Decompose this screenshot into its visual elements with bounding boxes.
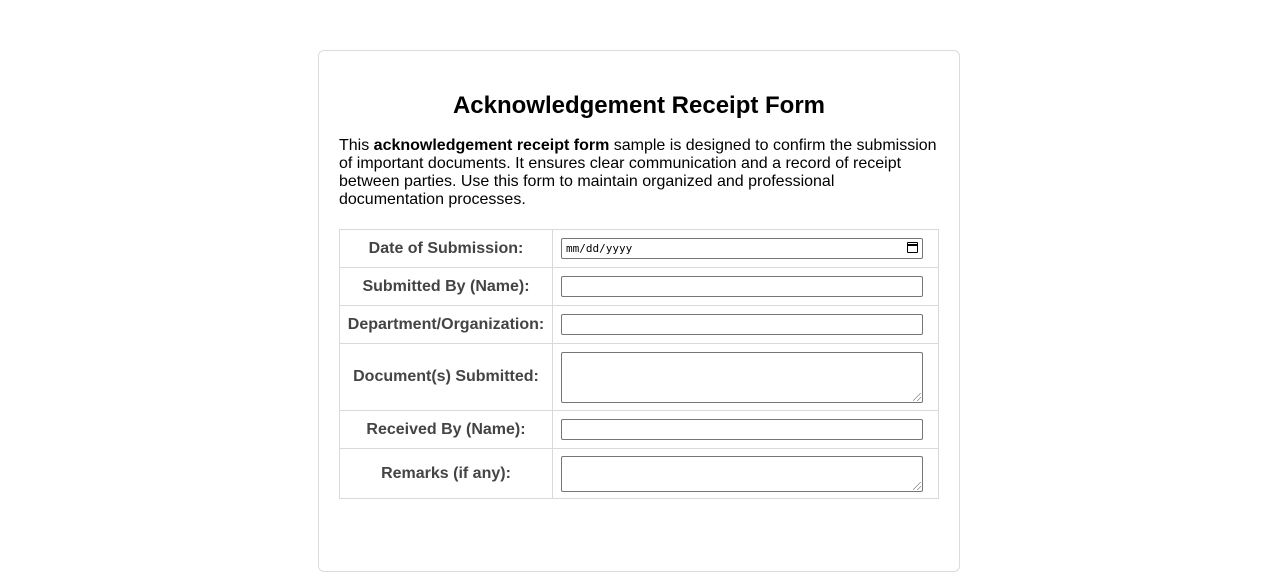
row-date-of-submission [340, 230, 939, 268]
form-table [339, 229, 939, 499]
date-cell [553, 230, 939, 268]
calendar-icon[interactable] [907, 242, 918, 253]
received-by-input[interactable] [561, 419, 923, 440]
date-of-submission-label: Date of Submission: [340, 230, 553, 268]
page-title: Acknowledgement Receipt Form [452, 92, 826, 119]
received-by-cell [553, 411, 939, 449]
date-placeholder: mm/dd/yyyy [566, 242, 633, 255]
form-card [318, 50, 960, 572]
department-label: Department/Organization: [340, 306, 553, 344]
received-by-label: Received By (Name): [340, 411, 553, 449]
form-description [339, 137, 939, 209]
remarks-cell [553, 449, 939, 499]
date-of-submission-input[interactable] [561, 238, 923, 259]
row-submitted-by [340, 268, 939, 306]
department-cell [553, 306, 939, 344]
resize-handle-icon[interactable] [913, 393, 921, 401]
documents-textarea[interactable] [561, 352, 923, 403]
department-input[interactable] [561, 314, 923, 335]
resize-handle-icon[interactable] [913, 482, 921, 490]
row-received-by [340, 411, 939, 449]
remarks-textarea[interactable] [561, 456, 923, 492]
intro-suffix: sample is designed to confirm the submission of important documents. It ensures clear communication and a record of receipt between parties. Use this form to maintain organized and professional documentation processes. [339, 137, 937, 208]
intro-prefix: This [339, 137, 374, 154]
submitted-by-label: Submitted By (Name): [340, 268, 553, 306]
row-remarks [340, 449, 939, 499]
intro-bold: acknowledgement receipt form [373, 137, 610, 154]
submitted-by-cell [553, 268, 939, 306]
row-department [340, 306, 939, 344]
row-documents [340, 344, 939, 411]
documents-label: Document(s) Submitted: [340, 344, 553, 411]
remarks-label: Remarks (if any): [340, 449, 553, 499]
submitted-by-input[interactable] [561, 276, 923, 297]
documents-cell [553, 344, 939, 411]
